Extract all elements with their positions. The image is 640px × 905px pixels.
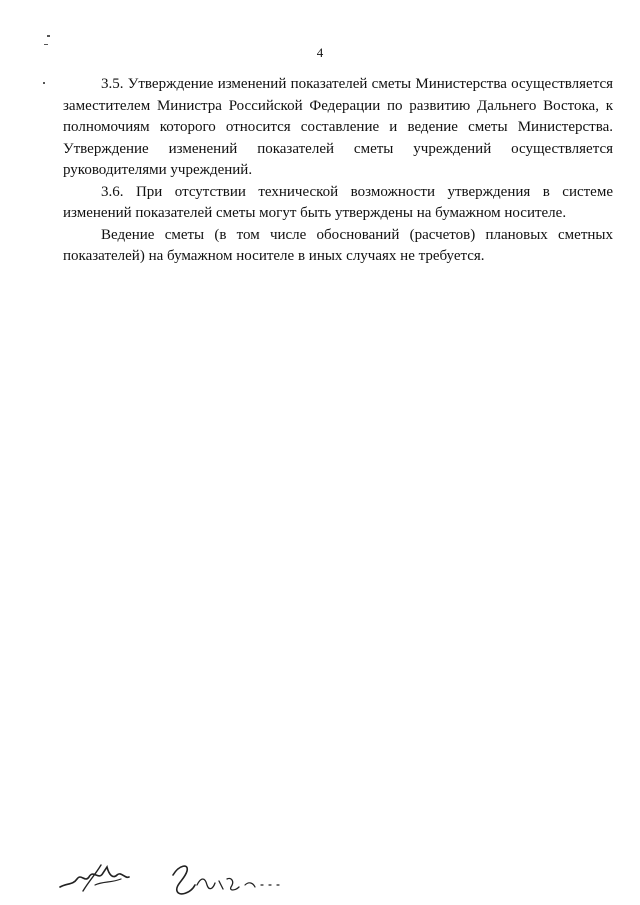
paragraph-3-5: 3.5. Утверждение изменений показателей сметы Министерства осуществляется заместителем Министра Российской Федерации по развитию Дальнего Востока, к полномочиям которого относится составление и ведение сметы Министерства. Утверждение изменений показателей сметы учреждений осуществляется руководителями учреждений. xyxy=(63,76,613,178)
handwritten-initials-icon xyxy=(55,855,315,900)
scan-mark xyxy=(47,35,50,37)
scan-mark xyxy=(43,82,45,84)
paragraph-paper-note: Ведение сметы (в том числе обоснований (расчетов) плановых сметных показателей) на бумажном носителе в иных случаях не требуется. xyxy=(63,226,613,264)
paragraph-3-6: 3.6. При отсутствии технической возможности утверждения в системе изменений показателей сметы могут быть утверждены на бумажном носителе. xyxy=(63,183,613,221)
document-body xyxy=(63,74,613,268)
page-number: 4 xyxy=(316,45,324,60)
signature-initials xyxy=(55,855,315,900)
